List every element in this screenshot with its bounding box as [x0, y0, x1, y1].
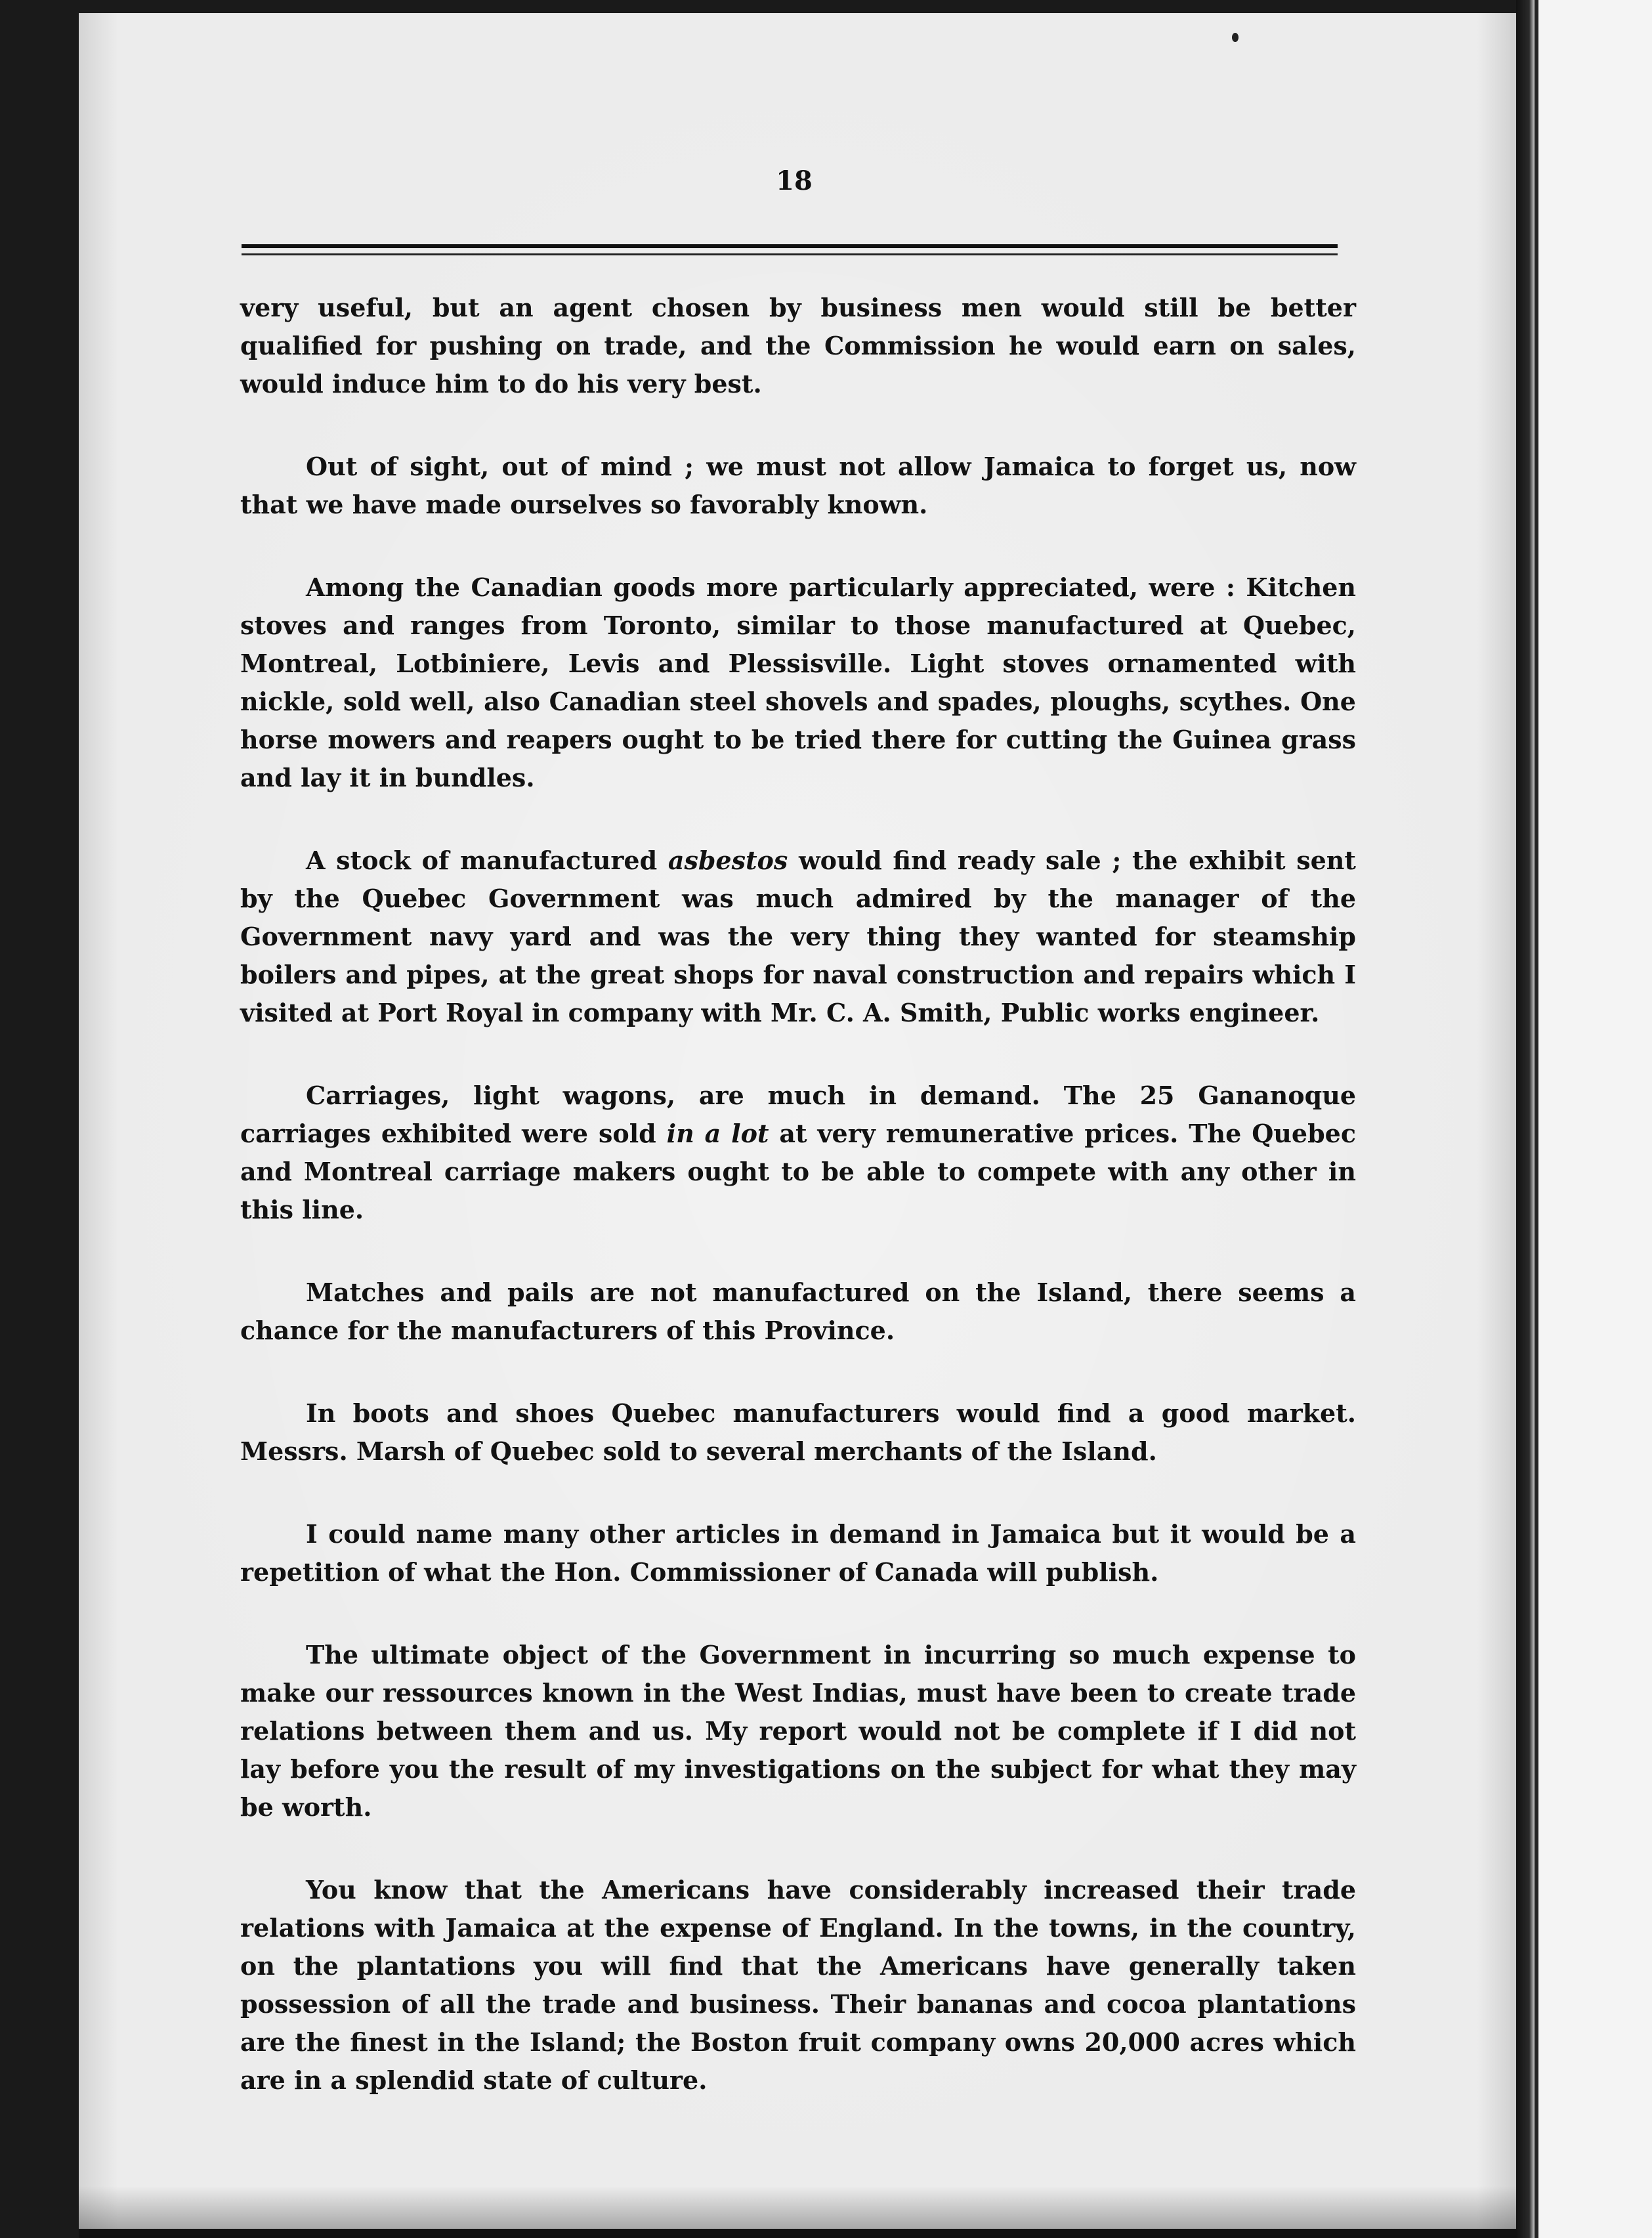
paragraph-carriages-text-1: Carriages, light wagons, are much in demand. The 25 Gananoque carriages exhibited were sold [240, 1081, 1356, 1148]
paragraph-asbestos-text-2: would find ready sale ; the exhibit sent by the Quebec Government was much admired by the manager of the Government navy yard and was the very thing they wanted for steamship boilers and pipes, at the great shops for naval construction and repairs which I visited at Port Royal in company with Mr. C. A. Smith, Public works engineer. [240, 846, 1356, 1027]
paragraph-asbestos-text-1: A stock of manufactured [306, 846, 668, 875]
page-number: 18 [776, 165, 813, 196]
paragraph-boots: In boots and shoes Quebec manufacturers would find a good market. Messrs. Marsh of Quebec sold to several merchants of the Island. [240, 1398, 1356, 1466]
header-rule-thick [242, 244, 1338, 248]
page-bottom-shadow [79, 2186, 1516, 2238]
paragraph-other-articles: I could name many other articles in demand in Jamaica but it would be a repetition of what the Hon. Commissioner of Canada will publish. [240, 1519, 1356, 1587]
paragraph-canadian-goods: Among the Canadian goods more particularly appreciated, were : Kitchen stoves and ranges from Toronto, similar to those manufactured at Quebec, Montreal, Lotbiniere, Levis and Plessisville. Light stoves ornamented with nickle, sold well, also Canadian steel shovels and spades, ploughs, scythes. One horse mowers and reapers ought to be tried there for cutting the Guinea grass and lay it in bundles. [240, 572, 1356, 792]
page-binding-line [1535, 0, 1538, 2238]
paragraph-continuation: very useful, but an agent chosen by business men would still be better qualified for pushing on trade, and the Commission he would earn on sales, would induce him to do his very best. [240, 293, 1356, 398]
paragraph-out-of-sight: Out of sight, out of mind ; we must not allow Jamaica to forget us, now that we have made ourselves so favorably known. [240, 452, 1356, 519]
paragraph-asbestos [240, 842, 1356, 1032]
paragraph-ultimate-object: The ultimate object of the Government in incurring so much expense to make our ressources known in the West Indias, must have been to create trade relations between them and us. My report would not be complete if I did not lay before you the result of my investigations on the subject for what they may be worth. [240, 1640, 1356, 1822]
ink-speck [1232, 33, 1239, 42]
adjacent-page-edge [1516, 0, 1652, 2238]
header-rule-thin [242, 253, 1338, 255]
paragraph-matches: Matches and pails are not manufactured on the Island, there seems a chance for the manufacturers of this Province. [240, 1278, 1356, 1345]
paragraph-americans: You know that the Americans have considerably increased their trade relations with Jamaica at the expense of England. In the towns, in the country, on the plantations you will find that the Americans have generally taken possession of all the trade and business. Their bananas and cocoa plantations are the finest in the Island; the Boston fruit company owns 20,000 acres which are in a splendid state of culture. [240, 1875, 1356, 2095]
paragraph-carriages [240, 1077, 1356, 1229]
body-text [240, 289, 1356, 2144]
paragraph-carriages-emphasis: in a lot [666, 1119, 769, 1148]
paragraph-carriages-text-2: at very remunerative prices. The Quebec and Montreal carriage makers ought to be able to compete with any other in this line. [240, 1119, 1356, 1224]
paragraph-asbestos-emphasis: asbestos [667, 846, 788, 875]
